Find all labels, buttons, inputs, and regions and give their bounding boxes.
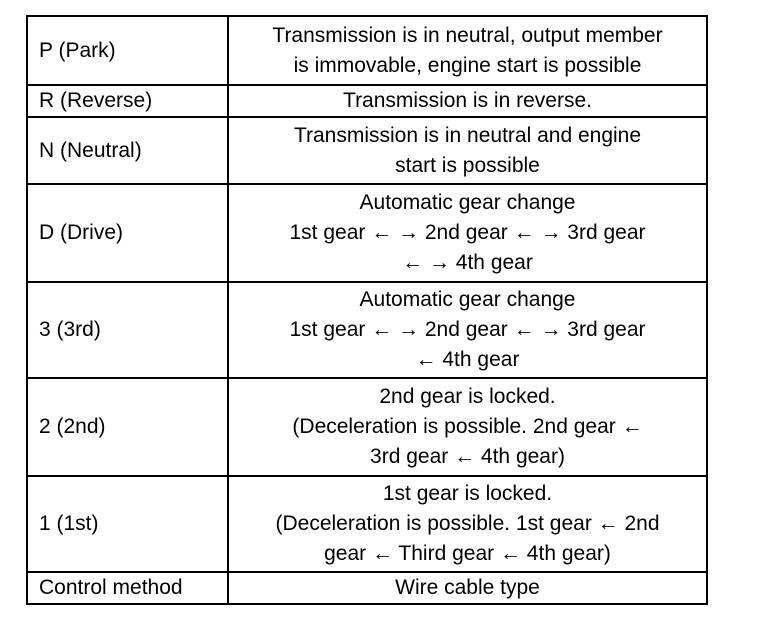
description-cell <box>228 85 707 117</box>
description-line: is immovable, engine start is possible <box>293 53 642 77</box>
description-cell <box>228 572 707 604</box>
position-cell: 2 (2nd) <box>27 378 228 476</box>
description-line: 1st gear ← → 2nd gear ← → 3rd gear <box>289 221 646 244</box>
table-row <box>27 117 707 184</box>
description-cell <box>228 476 707 572</box>
description-line: 1st gear is locked. <box>382 482 553 505</box>
position-cell: D (Drive) <box>27 184 228 282</box>
table-row <box>27 572 707 604</box>
table-row <box>27 378 707 476</box>
description-line: Automatic gear change <box>359 288 576 311</box>
table-row <box>27 85 707 117</box>
description-line: 1st gear ← → 2nd gear ← → 3rd gear <box>289 318 646 341</box>
description-line: ← → 4th gear <box>402 251 533 274</box>
table-row <box>27 16 707 85</box>
description-cell <box>228 184 707 282</box>
description-cell <box>228 378 707 476</box>
description-cell <box>228 282 707 378</box>
description-line: ← 4th gear <box>415 348 520 371</box>
description-line: Transmission is in neutral and engine <box>293 123 642 147</box>
description-line: Automatic gear change <box>359 191 576 214</box>
description-line: (Deceleration is possible. 2nd gear ← <box>292 415 643 438</box>
position-cell: N (Neutral) <box>27 117 228 184</box>
description-line: Transmission is in neutral, output member <box>272 23 663 47</box>
position-cell: 1 (1st) <box>27 476 228 572</box>
description-line: 2nd gear is locked. <box>379 385 556 408</box>
description-cell <box>228 117 707 184</box>
table-row <box>27 476 707 572</box>
position-cell: Control method <box>27 572 228 604</box>
position-cell: 3 (3rd) <box>27 282 228 378</box>
table-row <box>27 282 707 378</box>
table-row <box>27 184 707 282</box>
position-cell: R (Reverse) <box>27 85 228 117</box>
description-line: Transmission is in reverse. <box>343 89 592 112</box>
description-cell <box>228 16 707 85</box>
description-line: (Deceleration is possible. 1st gear ← 2nd <box>275 512 660 535</box>
shift-position-table <box>26 15 708 605</box>
position-cell: P (Park) <box>27 16 228 85</box>
description-line: Wire cable type <box>395 576 540 599</box>
description-line: gear ← Third gear ← 4th gear) <box>324 542 611 565</box>
description-line: start is possible <box>395 153 540 177</box>
description-line: 3rd gear ← 4th gear) <box>370 445 565 468</box>
